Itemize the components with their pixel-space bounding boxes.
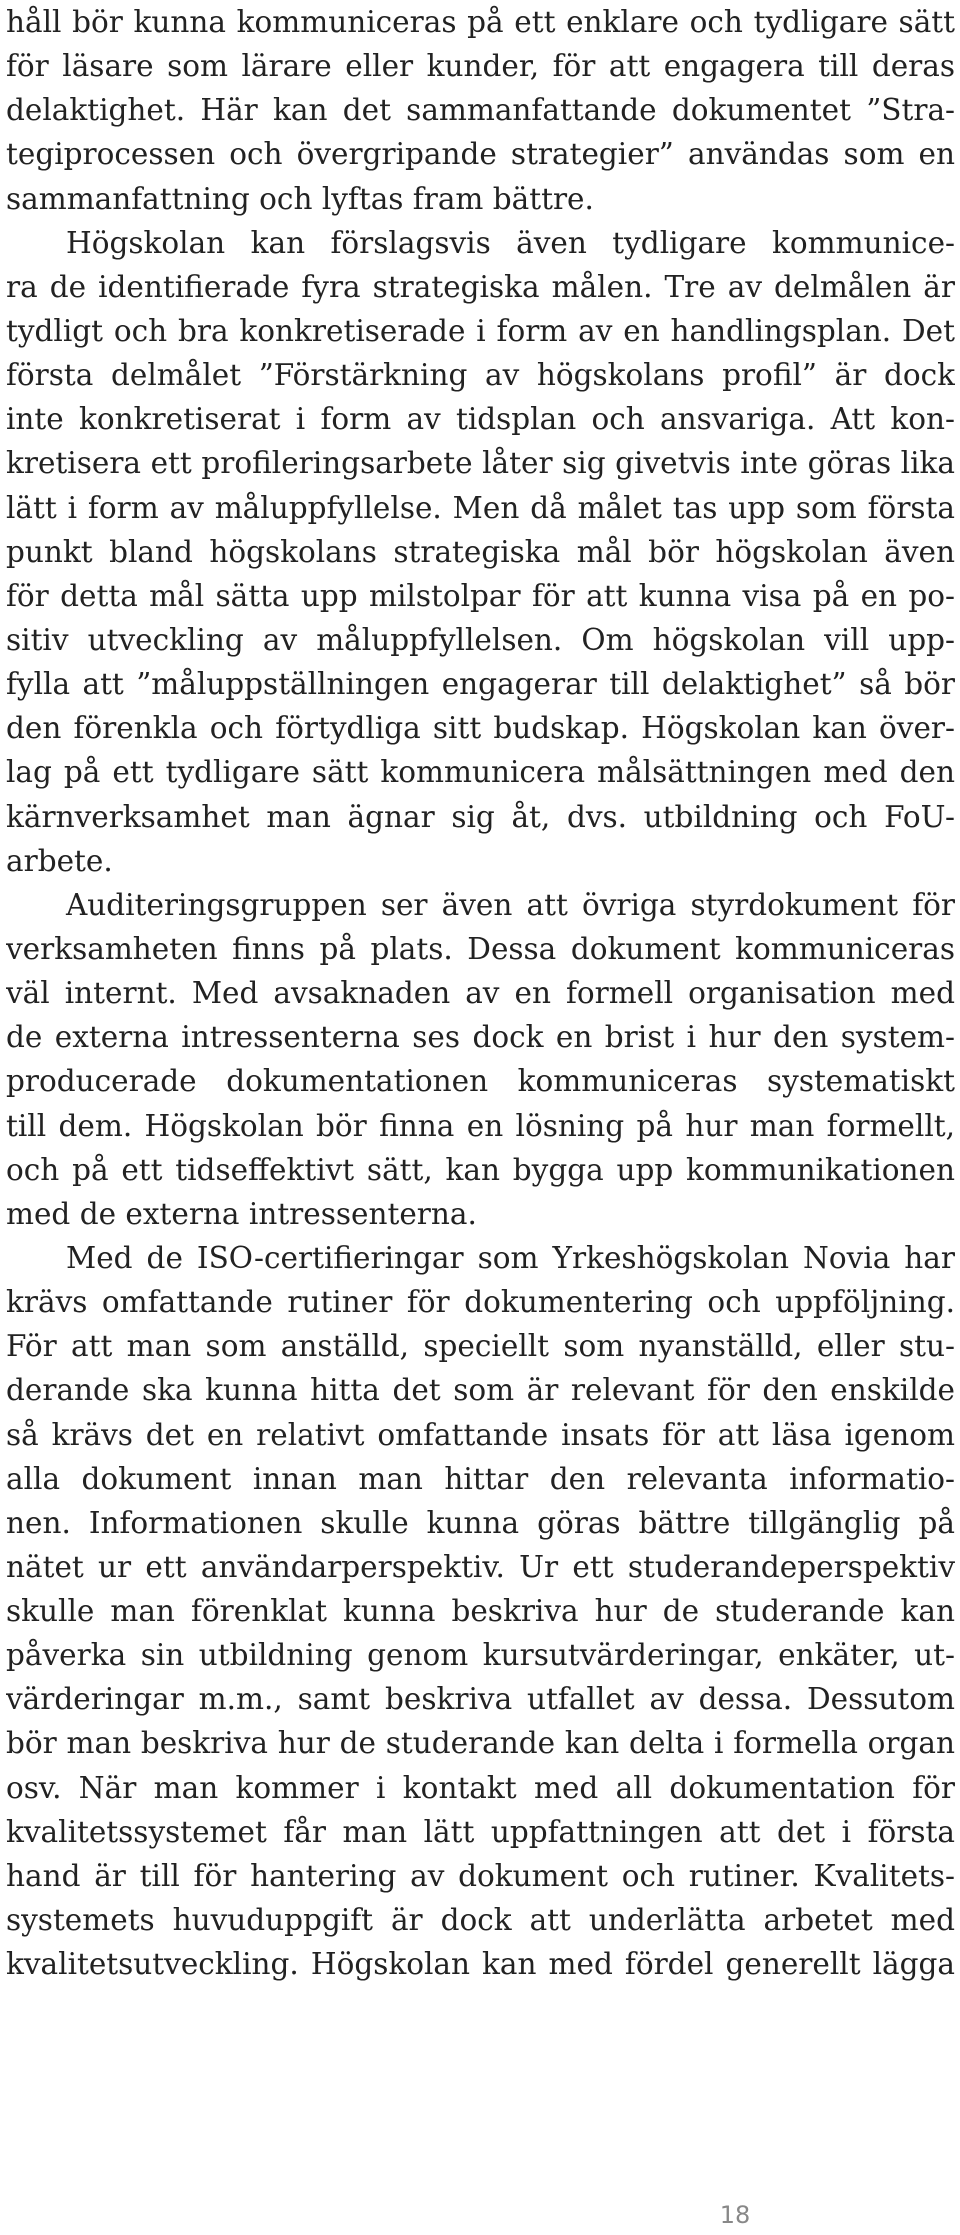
text-line: hand är till för hantering av dokument och rutiner. Kvalitets-: [6, 1858, 955, 1893]
text-line: lätt i form av måluppfyllelse. Men då målet tas upp som första: [6, 490, 955, 525]
text-line: håll bör kunna kommuniceras på ett enklare och tydligare sätt: [6, 5, 955, 39]
text-line: alla dokument innan man hittar den relevanta informatio-: [6, 1461, 955, 1496]
text-line: tydligt och bra konkretiserade i form av en handlingsplan. Det: [6, 313, 955, 348]
text-line: sitiv utveckling av måluppfyllelsen. Om högskolan vill upp-: [6, 622, 955, 657]
text-line: så krävs det en relativt omfattande insats för att läsa igenom: [6, 1417, 955, 1452]
paragraph: [6, 1236, 955, 1986]
text-line: nen. Informationen skulle kunna göras bättre tillgänglig på: [6, 1505, 955, 1540]
text-line: för detta mål sätta upp milstolpar för att kunna visa på en po-: [6, 578, 955, 613]
text-line: skulle man förenklat kunna beskriva hur de studerande kan: [6, 1594, 955, 1629]
text-line: nätet ur ett användarperspektiv. Ur ett studerandeperspektiv: [6, 1549, 955, 1584]
text-line: systemets huvuduppgift är dock att underlätta arbetet med: [6, 1903, 955, 1938]
text-line: väl internt. Med avsaknaden av en formell organisation med: [6, 976, 955, 1011]
text-line: till dem. Högskolan bör finna en lösning på hur man formellt,: [6, 1108, 955, 1143]
page-number: 18: [719, 2201, 751, 2229]
text-line: kvalitetsutveckling. Högskolan kan med fördel generellt lägga: [6, 1947, 955, 1982]
paragraph: [6, 883, 955, 1236]
text-line: ra de identifierade fyra strategiska målen. Tre av delmålen är: [6, 269, 955, 304]
text-line: derande ska kunna hitta det som är relevant för den enskilde: [6, 1373, 955, 1408]
text-line: delaktighet. Här kan det sammanfattande dokumentet ”Stra-: [6, 93, 955, 128]
paragraph: [6, 0, 955, 221]
text-line: inte konkretiserat i form av tidsplan och ansvariga. Att kon-: [6, 402, 955, 437]
text-line: För att man som anställd, speciellt som nyanställd, eller stu-: [6, 1329, 955, 1364]
text-line: och på ett tidseffektivt sätt, kan bygga upp kommunikationen: [6, 1152, 955, 1187]
paragraph: [6, 221, 955, 883]
text-line: för läsare som lärare eller kunder, för att engagera till deras: [6, 49, 955, 84]
text-line: arbete.: [6, 843, 113, 878]
text-line: osv. När man kommer i kontakt med all dokumentation för: [6, 1770, 955, 1805]
text-line: kvalitetssystemet får man lätt uppfattningen att det i första: [6, 1814, 955, 1849]
text-line: tegiprocessen och övergripande strategier” användas som en: [6, 137, 955, 172]
text-line: påverka sin utbildning genom kursutvärderingar, enkäter, ut-: [6, 1638, 955, 1673]
text-line: Högskolan kan förslagsvis även tydligare kommunice-: [66, 225, 955, 260]
text-line: kärnverksamhet man ägnar sig åt, dvs. utbildning och FoU-: [6, 799, 955, 834]
text-line: de externa intressenterna ses dock en brist i hur den system-: [6, 1020, 955, 1055]
text-line: kretisera ett profileringsarbete låter sig givetvis inte göras lika: [6, 446, 955, 481]
text-line: producerade dokumentationen kommuniceras systematiskt: [6, 1064, 955, 1099]
text-line: med de externa intressenterna.: [6, 1196, 477, 1231]
text-line: Auditeringsgruppen ser även att övriga styrdokument för: [66, 887, 955, 922]
text-line: fylla att ”måluppställningen engagerar till delaktighet” så bör: [6, 667, 955, 702]
text-line: krävs omfattande rutiner för dokumentering och uppföljning.: [6, 1285, 955, 1320]
text-line: Med de ISO-certifieringar som Yrkeshögskolan Novia har: [66, 1240, 955, 1275]
text-line: sammanfattning och lyftas fram bättre.: [6, 181, 594, 216]
body-text: [6, 0, 955, 1986]
text-line: lag på ett tydligare sätt kommunicera målsättningen med den: [6, 755, 955, 790]
text-line: verksamheten finns på plats. Dessa dokument kommuniceras: [6, 931, 955, 966]
text-line: första delmålet ”Förstärkning av högskolans profil” är dock: [6, 358, 955, 393]
text-line: punkt bland högskolans strategiska mål bör högskolan även: [6, 534, 955, 569]
text-line: värderingar m.m., samt beskriva utfallet av dessa. Dessutom: [6, 1682, 955, 1717]
text-line: den förenkla och förtydliga sitt budskap. Högskolan kan över-: [6, 711, 955, 746]
text-line: bör man beskriva hur de studerande kan delta i formella organ: [6, 1726, 955, 1761]
